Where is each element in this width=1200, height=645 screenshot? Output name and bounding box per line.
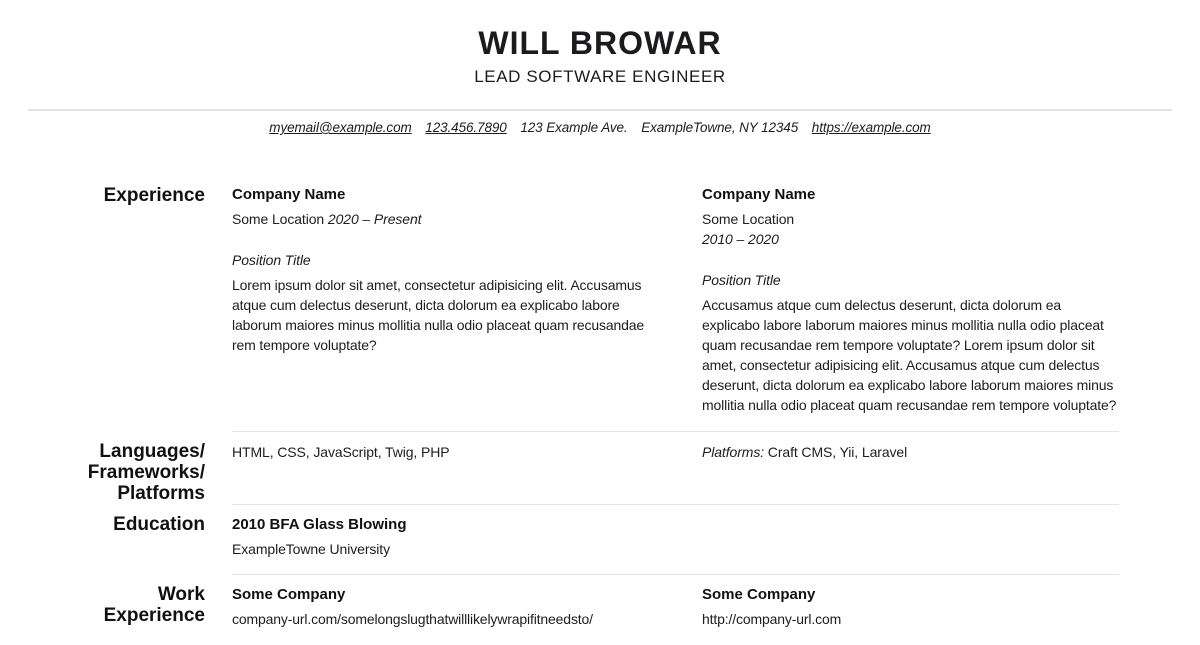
section-education — [28, 504, 1119, 574]
job-location: Some Location — [702, 211, 795, 227]
company-name: Some Company — [702, 586, 816, 603]
website-link[interactable]: https://example.com — [811, 120, 931, 135]
company-name: Some Company — [232, 586, 346, 603]
job-description: Accusamus atque cum delectus deserunt, dicta dolorum ea explicabo labore laborum maiores minus mollitia nulla odio placeat quam recusandae rem tempore voluptate? Lorem ipsum dolor sit amet, consectetur adipisicing elit. Accusamus atque cum delectus deserunt, dicta dolorum ea explicabo labore laborum maiores minus mollitia nulla odio placeat quam recusandae rem tempore voluptate? — [702, 297, 1117, 413]
job-dates: 2020 – Present — [327, 211, 422, 227]
section-label-work-experience: Work Experience — [103, 584, 205, 626]
contact-bar — [28, 120, 1172, 135]
masthead — [28, 0, 1172, 87]
platforms-label: Platforms: — [702, 444, 765, 460]
position-title: Position Title — [232, 252, 311, 268]
person-name: WILL BROWAR — [478, 25, 722, 61]
job-dates: 2010 – 2020 — [702, 231, 779, 247]
school-name: ExampleTowne University — [232, 541, 390, 557]
resume-body — [28, 185, 1172, 645]
platforms-list: Platforms: Craft CMS, Yii, Laravel — [702, 444, 908, 460]
company-name: Company Name — [232, 186, 346, 203]
city-state-zip: ExampleTowne, NY 12345 — [641, 120, 799, 135]
section-label-education: Education — [113, 514, 205, 535]
languages-list: HTML, CSS, JavaScript, Twig, PHP — [232, 444, 450, 460]
section-work-experience — [28, 574, 1119, 645]
degree: 2010 BFA Glass Blowing — [232, 516, 407, 533]
company-name: Company Name — [702, 186, 816, 203]
company-url: http://company-url.com — [702, 611, 842, 627]
company-url: company-url.com/somelongslugthatwilllikelywrapifitneedsto/ — [232, 611, 593, 627]
section-label-skills: Languages/ Frameworks/ Platforms — [87, 441, 205, 504]
section-experience — [28, 185, 1119, 431]
position-title: Position Title — [702, 272, 781, 288]
street-address: 123 Example Ave. — [520, 120, 628, 135]
experience-entry — [702, 185, 1119, 415]
person-job-title: LEAD SOFTWARE ENGINEER — [474, 67, 726, 86]
section-skills — [28, 431, 1119, 504]
work-entry — [232, 585, 649, 629]
job-location: Some Location — [232, 211, 325, 227]
job-description: Lorem ipsum dolor sit amet, consectetur adipisicing elit. Accusamus atque cum delectus deserunt, dicta dolorum ea explicabo labore laborum maiores minus mollitia nulla odio placeat quam recusandae rem tempore voluptate? — [232, 277, 645, 353]
email-link[interactable]: myemail@example.com — [269, 120, 412, 135]
work-entry — [702, 585, 1119, 629]
experience-entry — [232, 185, 649, 415]
section-label-experience: Experience — [103, 185, 205, 206]
phone-link[interactable]: 123.456.7890 — [425, 120, 507, 135]
header-divider — [28, 109, 1172, 111]
